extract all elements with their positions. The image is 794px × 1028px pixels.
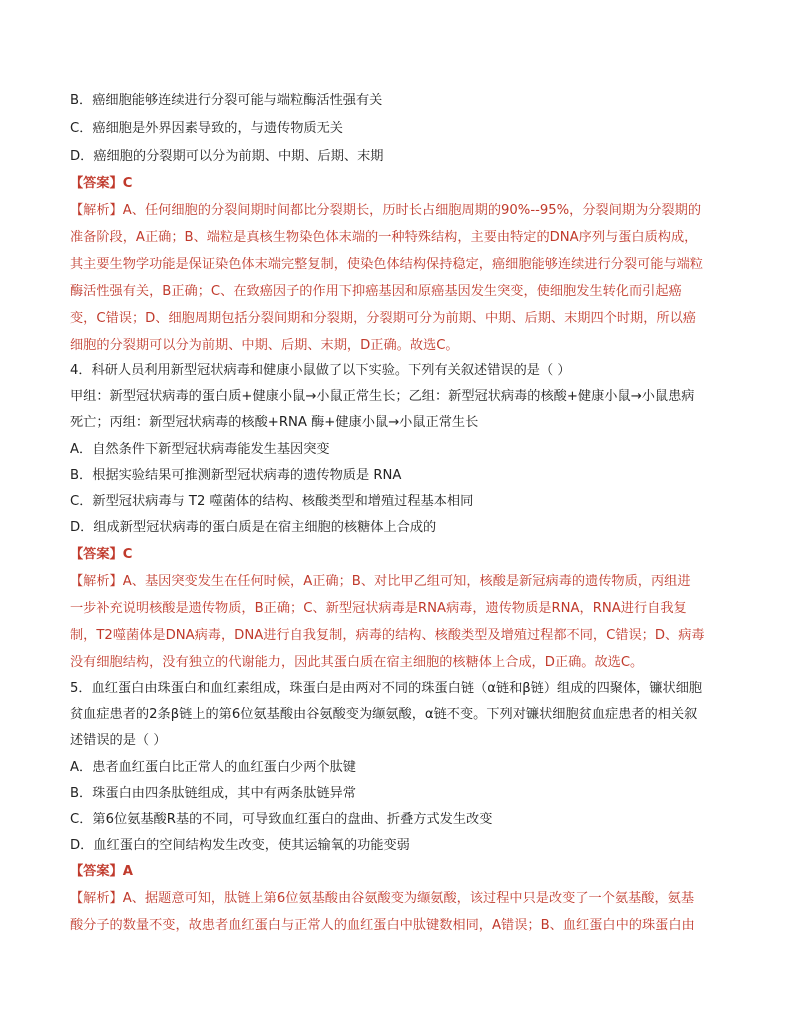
question-5-stem-line-3: 述错误的是（ ） bbox=[70, 733, 167, 748]
question-4-stem: 4．科研人员利用新型冠状病毒和健康小鼠做了以下实验。下列有关叙述错误的是（ ） bbox=[70, 363, 571, 378]
option-d-q3: D．癌细胞的分裂期可以分为前期、中期、后期、末期 bbox=[70, 149, 384, 164]
analysis-q3-line-5: 变，C错误；D、细胞周期包括分裂间期和分裂期，分裂期可分为前期、中期、后期、末期四个时期，所以癌 bbox=[70, 311, 696, 326]
question-5-stem-line-1: 5．血红蛋白由珠蛋白和血红素组成，珠蛋白是由两对不同的珠蛋白链（α链和β链）组成的四聚体，镰状细胞 bbox=[70, 681, 703, 696]
option-d-q4: D．组成新型冠状病毒的蛋白质是在宿主细胞的核糖体上合成的 bbox=[70, 520, 437, 535]
analysis-q4-line-3: 制，T2噬菌体是DNA病毒，DNA进行自我复制，病毒的结构、核酸类型及增殖过程都不同，C错误；D、病毒 bbox=[70, 628, 705, 643]
analysis-q5-line-2: 酸分子的数量不变，故患者血红蛋白与正常人的血红蛋白中肽键数相同，A错误；B、血红蛋白中的珠蛋白由 bbox=[70, 918, 695, 933]
analysis-q4-line-4: 没有细胞结构，没有独立的代谢能力，因此其蛋白质在宿主细胞的核糖体上合成，D正确。故选C。 bbox=[70, 655, 644, 670]
option-b-q4: B．根据实验结果可推测新型冠状病毒的遗传物质是 RNA bbox=[70, 468, 402, 483]
question-5-stem-line-2: 贫血症患者的2条β链上的第6位氨基酸由谷氨酸变为缬氨酸，α链不变。下列对镰状细胞贫血症患者的相关叙 bbox=[70, 707, 698, 722]
option-c-q3: C．癌细胞是外界因素导致的，与遗传物质无关 bbox=[70, 121, 343, 136]
option-c-q5: C．第6位氨基酸R基的不同，可导致血红蛋白的盘曲、折叠方式发生改变 bbox=[70, 812, 493, 827]
answer-q3: 【答案】C bbox=[70, 176, 133, 191]
option-a-q5: A．患者血红蛋白比正常人的血红蛋白少两个肽键 bbox=[70, 760, 356, 775]
option-a-q4: A．自然条件下新型冠状病毒能发生基因突变 bbox=[70, 442, 330, 457]
analysis-q3-line-4: 酶活性强有关，B正确；C、在致癌因子的作用下抑癌基因和原癌基因发生突变，使细胞发生转化而引起癌 bbox=[70, 284, 682, 299]
analysis-q3-line-3: 其主要生物学功能是保证染色体末端完整复制，使染色体结构保持稳定，癌细胞能够连续进行分裂可能与端粒 bbox=[70, 257, 703, 272]
analysis-q3-line-6: 细胞的分裂期可以分为前期、中期、后期、末期，D正确。故选C。 bbox=[70, 338, 459, 353]
answer-q5: 【答案】A bbox=[70, 864, 133, 879]
option-d-q5: D．血红蛋白的空间结构发生改变，使其运输氧的功能变弱 bbox=[70, 838, 410, 853]
question-4-groups-line-2: 死亡；丙组：新型冠状病毒的核酸+RNA 酶+健康小鼠→小鼠正常生长 bbox=[70, 415, 479, 430]
analysis-q4-line-2: 一步补充说明核酸是遗传物质，B正确；C、新型冠状病毒是RNA病毒，遗传物质是RNA，RNA进行自我复 bbox=[70, 601, 687, 616]
analysis-q3-line-1: 【解析】A、任何细胞的分裂间期时间都比分裂期长，历时长占细胞周期的90%--95%，分裂间期为分裂期的 bbox=[70, 203, 702, 218]
option-c-q4: C．新型冠状病毒与 T2 噬菌体的结构、核酸类型和增殖过程基本相同 bbox=[70, 494, 474, 509]
analysis-q3-line-2: 准备阶段，A正确；B、端粒是真核生物染色体末端的一种特殊结构，主要由特定的DNA序列与蛋白质构成， bbox=[70, 230, 698, 245]
option-b-q3: B．癌细胞能够连续进行分裂可能与端粒酶活性强有关 bbox=[70, 93, 383, 108]
answer-q4: 【答案】C bbox=[70, 547, 133, 562]
question-4-groups-line-1: 甲组：新型冠状病毒的蛋白质+健康小鼠→小鼠正常生长；乙组：新型冠状病毒的核酸+健康小鼠→小鼠患病 bbox=[70, 389, 695, 404]
analysis-q4-line-1: 【解析】A、基因突变发生在任何时候，A正确；B、对比甲乙组可知，核酸是新冠病毒的遗传物质，丙组进 bbox=[70, 574, 691, 589]
option-b-q5: B．珠蛋白由四条肽链组成，其中有两条肽链异常 bbox=[70, 786, 356, 801]
analysis-q5-line-1: 【解析】A、据题意可知，肽链上第6位氨基酸由谷氨酸变为缬氨酸，该过程中只是改变了一个氨基酸，氨基 bbox=[70, 891, 695, 906]
